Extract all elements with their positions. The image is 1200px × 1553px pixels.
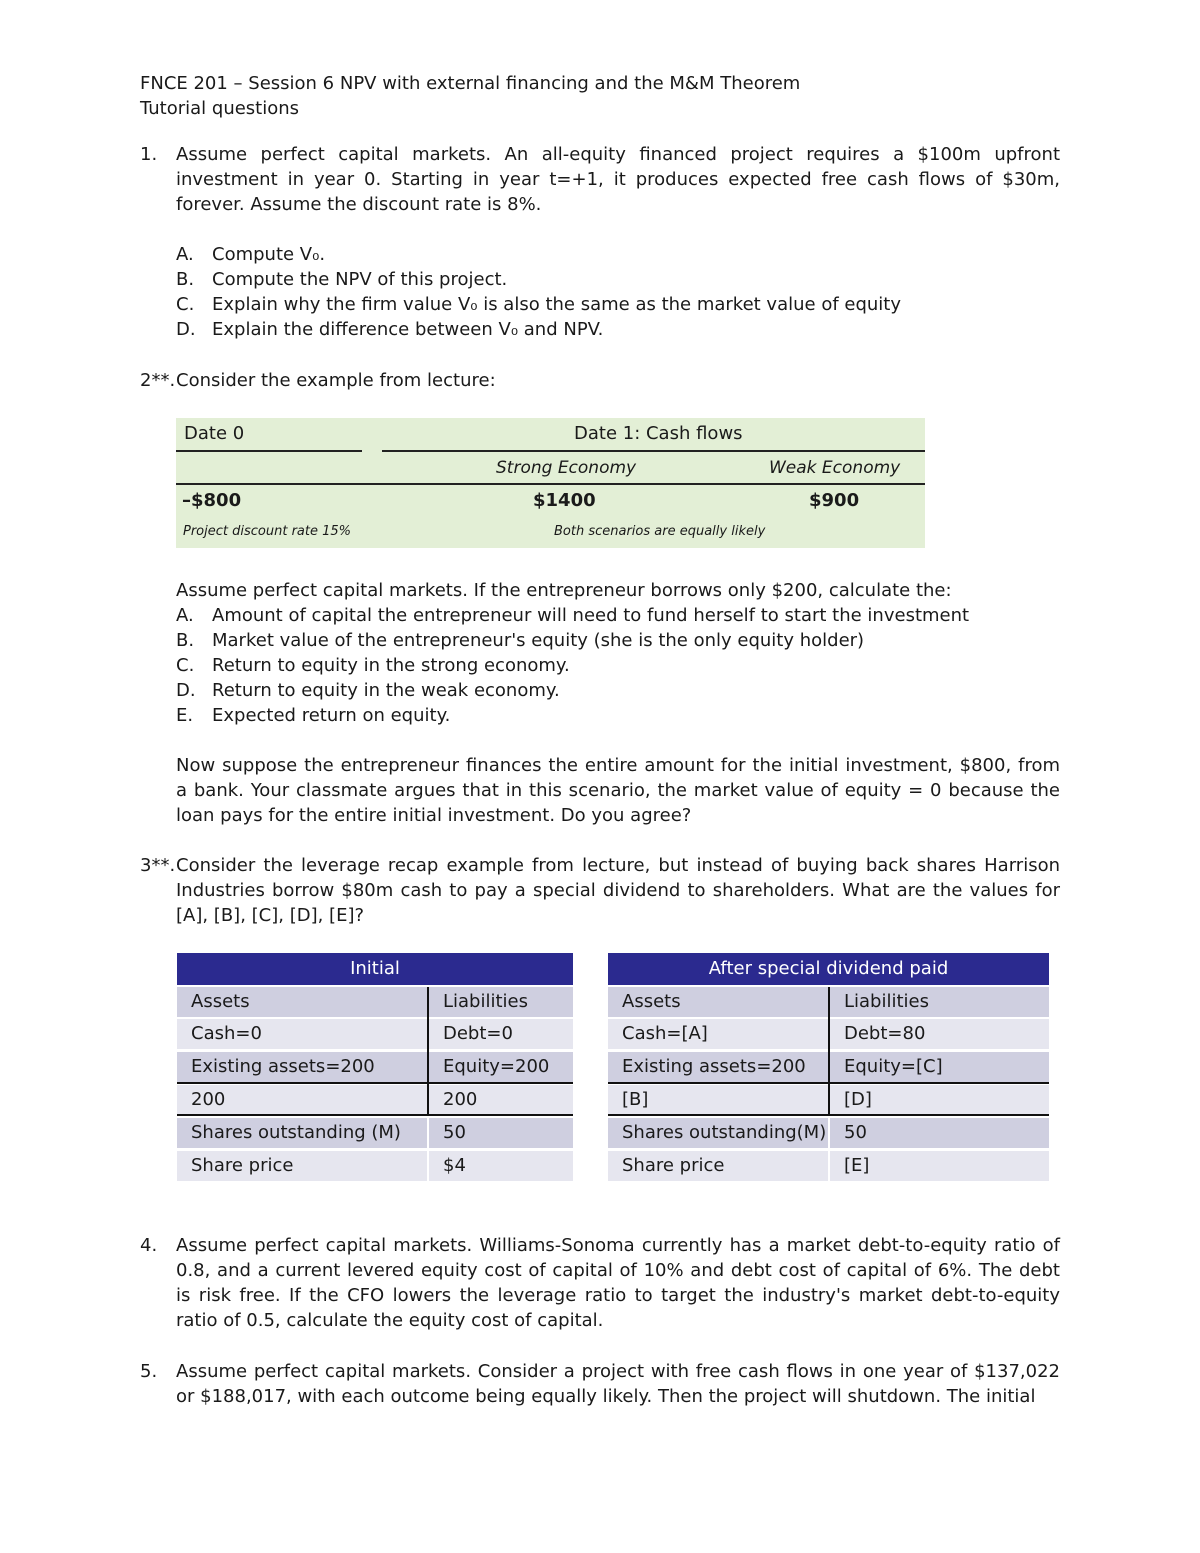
total-rule-bottom (608, 1114, 1049, 1116)
question-1-number: 1. (140, 144, 158, 165)
table-cell: Equity=[C] (830, 1052, 1049, 1082)
table-cell: 50 (429, 1118, 573, 1148)
question-1-items (176, 242, 901, 342)
question-5-number: 5. (140, 1361, 158, 1382)
weak-economy-label: Weak Economy (769, 458, 901, 478)
document-title: FNCE 201 – Session 6 NPV with external financing and the M&M Theorem (140, 73, 801, 94)
table-cell: Equity=200 (429, 1052, 573, 1082)
table-cell: [E] (830, 1151, 1049, 1181)
question-1-text: Assume perfect capital markets. An all-equity financed project requires a $100m upfront investment in year 0. Starting in year t=+1, it produces expected free cash flows of $30m, forever. Assume the discount rate is 8%. (176, 144, 1060, 215)
table-cell: Debt=80 (830, 1019, 1049, 1049)
list-item: C. Return to equity in the strong economy. (176, 655, 570, 676)
list-item: A. Amount of capital the entrepreneur will need to fund herself to start the investment (176, 605, 970, 626)
list-item: C. Explain why the firm value V₀ is also the same as the market value of equity (176, 294, 902, 315)
initial-title: Initial (177, 953, 573, 985)
date0-header: Date 0 (184, 423, 245, 444)
table-cell: Assets (177, 987, 427, 1017)
date0-cash-flow: –$800 (182, 490, 242, 511)
question-2-intro: Consider the example from lecture: (176, 370, 496, 391)
table-cell: [B] (608, 1085, 828, 1115)
total-rule-top (608, 1082, 1049, 1084)
header-rule-right (382, 450, 925, 452)
question-3-number: 3**. (140, 855, 176, 876)
list-item: A. Compute V₀. (176, 244, 326, 265)
table-cell: Debt=0 (429, 1019, 573, 1049)
question-2-followup: Now suppose the entrepreneur finances the entire amount for the initial investment, $800, from a bank. Your classmate argues that in this scenario, the market value of equity = 0 because the loan pays for the entire initial investment. Do you agree? (176, 755, 1060, 826)
strong-cash-flow: $1400 (533, 490, 596, 511)
total-rule-bottom (177, 1114, 573, 1116)
table-cell: $4 (429, 1151, 573, 1181)
table-cell: Existing assets=200 (177, 1052, 427, 1082)
table-cell: Assets (608, 987, 828, 1017)
question-4-number: 4. (140, 1235, 158, 1256)
subheader-rule (176, 483, 925, 485)
document-subtitle: Tutorial questions (140, 98, 300, 119)
list-item: B. Market value of the entrepreneur's equity (she is the only equity holder) (176, 630, 865, 651)
cash-flow-table (176, 418, 925, 548)
table-cell: 50 (830, 1118, 1049, 1148)
table-cell: Shares outstanding(M) (608, 1118, 828, 1148)
table-cell: 200 (177, 1085, 427, 1115)
table-cell: Cash=[A] (608, 1019, 828, 1049)
weak-cash-flow: $900 (809, 490, 860, 511)
probability-note: Both scenarios are equally likely (554, 524, 766, 539)
table-cell: Cash=0 (177, 1019, 427, 1049)
total-rule-top (177, 1082, 573, 1084)
after-dividend-title: After special dividend paid (608, 953, 1049, 985)
list-item: D. Explain the difference between V₀ and NPV. (176, 319, 604, 340)
header-rule-left (176, 450, 362, 452)
date1-header: Date 1: Cash flows (574, 423, 743, 444)
column-rule (828, 987, 830, 1115)
table-cell: Liabilities (429, 987, 573, 1017)
question-3-text: Consider the leverage recap example from lecture, but instead of buying back shares Harrison Industries borrow $80m cash to pay a special dividend to shareholders. What are the values for [A], [B], [C], [D], [E]? (176, 855, 1060, 926)
table-cell: Share price (177, 1151, 427, 1181)
question-2-number: 2**. (140, 370, 176, 391)
discount-rate-note: Project discount rate 15% (183, 524, 352, 539)
question-4-text: Assume perfect capital markets. Williams-Sonoma currently has a market debt-to-equity ratio of 0.8, and a current levered equity cost of capital of 10% and debt cost of capital of 6%. The debt is risk free. If the CFO lowers the leverage ratio to target the industry's market debt-to-equity ratio of 0.5, calculate the equity cost of capital. (176, 1235, 1060, 1331)
question-5-text: Assume perfect capital markets. Consider a project with free cash flows in one year of $137,022 or $188,017, with each outcome being equally likely. Then the project will shutdown. The initial (176, 1361, 1060, 1407)
table-cell: 200 (429, 1085, 573, 1115)
table-cell: Shares outstanding (M) (177, 1118, 427, 1148)
strong-economy-label: Strong Economy (496, 458, 637, 478)
list-item: B. Compute the NPV of this project. (176, 269, 508, 290)
list-item: E. Expected return on equity. (176, 705, 451, 726)
table-cell: [D] (830, 1085, 1049, 1115)
list-item: D. Return to equity in the weak economy. (176, 680, 560, 701)
table-cell: Liabilities (830, 987, 1049, 1017)
table-cell: Share price (608, 1151, 828, 1181)
question-2-items (176, 603, 969, 728)
question-2-text: Assume perfect capital markets. If the entrepreneur borrows only $200, calculate the: (176, 580, 952, 601)
column-rule (427, 987, 429, 1115)
table-cell: Existing assets=200 (608, 1052, 828, 1082)
